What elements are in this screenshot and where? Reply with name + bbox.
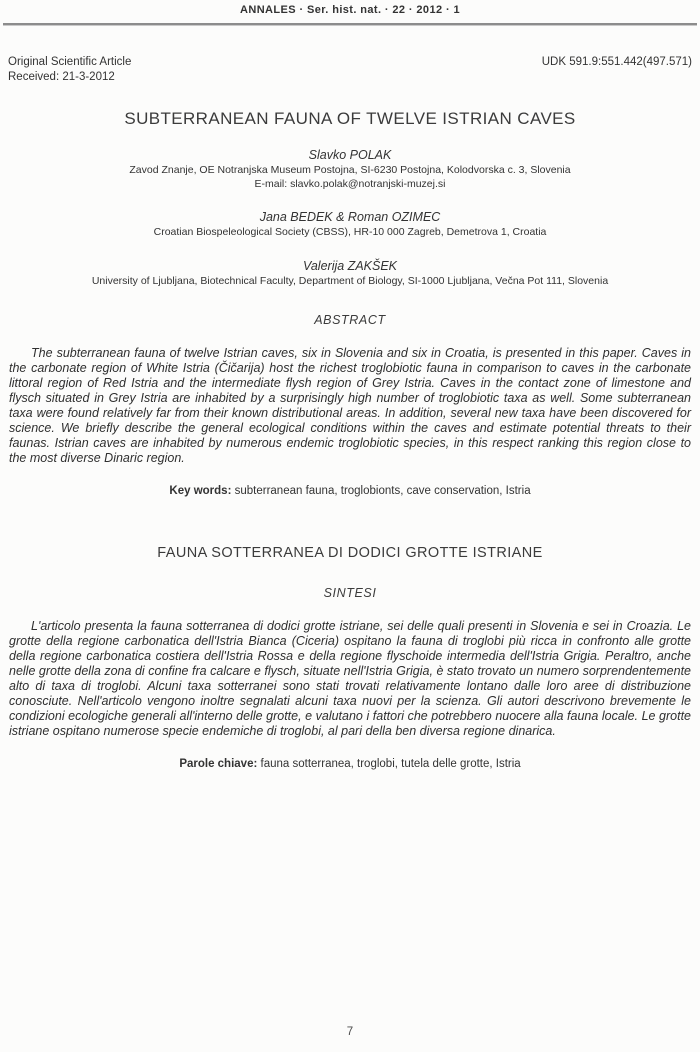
author-name: Slavko POLAK [308, 148, 392, 162]
parole-chiave-label: Parole chiave: [179, 758, 258, 770]
author-affiliation [0, 164, 700, 191]
abstract-heading: ABSTRACT [314, 313, 386, 327]
author-block-2 [0, 210, 700, 240]
author-email: E-mail: slavko.polak@notranjski-muzej.si [254, 177, 446, 190]
abstract-text: The subterranean fauna of twelve Istrian caves, six in Slovenia and six in Croatia, is presented in this paper. Caves in the carbonate region of White Istria (Čičarija) host the richest troglobiotic fauna in comparison to caves in the carbonate littoral region of Red Istria and the intermediate flysh region of Grey Istria. Caves in the contact zone of limestone and flysch situated in Grey Istria are inhabited by a surprisingly high number of troglobiotic taxa as well. Some subterranean taxa were found relatively far from their known distributional areas. In addition, several new taxa have been discovered for science. We briefly describe the general ecological conditions within the caves and estimate potential threats to their faunas. Istrian caves are inhabited by numerous endemic troglobiotic species, in this respect ranking this region close to the most diverse Dinaric region. [9, 346, 691, 465]
header-divider [3, 23, 697, 26]
udk-number: UDK 591.9:551.442(497.571) [541, 56, 692, 68]
author-block-1 [0, 148, 700, 191]
author-name: Jana BEDEK & Roman OZIMEC [259, 210, 441, 224]
author-affiliation: University of Ljubljana, Biotechnical Faculty, Department of Biology, SI-1000 Ljubljana, Večna Pot 111, Slovenia [91, 274, 609, 287]
article-title: SUBTERRANEAN FAUNA OF TWELVE ISTRIAN CAVES [124, 109, 576, 128]
author-name: Valerija ZAKŠEK [302, 258, 398, 273]
affiliation-line: Zavod Znanje, OE Notranjska Museum Postojna, SI-6230 Postojna, Kolodvorska c. 3, Slovenia [129, 164, 571, 176]
parole-chiave-value: fauna sotterranea, troglobi, tutela delle grotte, Istria [260, 758, 521, 770]
author-affiliation: Croatian Biospeleological Society (CBSS), HR-10 000 Zagreb, Demetrova 1, Croatia [153, 226, 547, 238]
page-number: 7 [346, 1026, 354, 1038]
italian-title: FAUNA SOTTERRANEA DI DODICI GROTTE ISTRIANE [157, 545, 543, 561]
sintesi-heading: SINTESI [323, 586, 377, 600]
article-type: Original Scientific Article [8, 56, 132, 68]
received-date: Received: 21-3-2012 [8, 70, 115, 83]
journal-header: ANNALES · Ser. hist. nat. · 22 · 2012 · 1 [240, 4, 460, 16]
sintesi-text: L'articolo presenta la fauna sotterranea di dodici grotte istriane, sei delle quali presenti in Slovenia e sei in Croazia. Le grotte della regione carbonatica dell'Istria Bianca (Ciceria) ospitano la fauna di troglobi più ricca in confronto alle grotte della regione carbonatica costiera dell'Istria Rossa e della regione flyschoide intermedia dell'Istria Grigia. Peraltro, anche nelle grotte della zona di confine fra calcare e flysch, situate nell'Istria Grigia, è stato trovato un numero sorprendentemente alto di taxa di troglobi. Alcuni taxa sotterranei sono stati trovati relativamente lontano dalle loro aree di distribuzione conosciute. Nell'articolo vengono inoltre segnalati alcuni taxa nuovi per la scienza. Gli autori descrivono brevemente le condizioni ecologiche generali all'interno delle grotte, e valutano i fattori che potrebbero nuocere alla fauna locale. Le grotte istriane ospitano numerose specie endemiche di troglobi, al pari della ben diversa regione dinarica. [9, 619, 691, 738]
keywords-label: Key words: [169, 485, 232, 497]
article-meta-left [8, 55, 131, 84]
keywords-line [0, 485, 700, 497]
author-block-3 [0, 259, 700, 289]
parole-chiave-line [0, 758, 700, 770]
article-meta [8, 55, 692, 84]
keywords-value: subterranean fauna, troglobionts, cave conservation, Istria [234, 485, 531, 497]
